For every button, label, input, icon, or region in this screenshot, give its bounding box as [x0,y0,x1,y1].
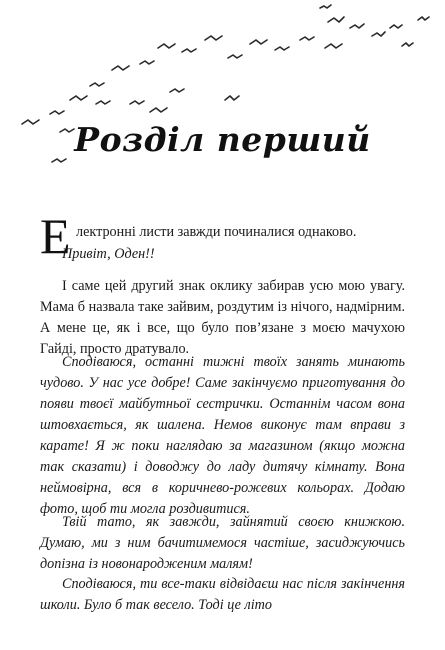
greeting-block [40,244,405,265]
chapter-title: Розділ перший [74,120,371,159]
email-block-2 [40,512,405,575]
drop-cap: Е [40,208,71,264]
email-block-3 [40,574,405,616]
narration-block [40,276,405,360]
email-paragraph-1: Сподіваюся, останні тижні твоїх занять минають чудово. У нас усе добре! Саме закінчуємо приготування до появи твоєї майбутньої сестрички. Останнім часом вона штовхається, як шалена. Немов виконує там вправи з карате! Я ж поки наглядаю за магазином (якщо можна так сказати) і доводжу до ладу дитячу кімнату. Вона неймовірна, вся в коричнево-рожевих кольорах. Додаю фото, щоб ти могла роздивитися. [40,354,405,517]
email-block [40,352,405,520]
email-paragraph-3: Сподіваюся, ти все-таки відвідаєш нас після закінчення школи. Було б так весело. Тоді це літо [40,576,405,613]
email-paragraph-2: Твій тато, як завжди, зайнятий своєю книжкою. Думаю, ми з ним бачитимемося частіше, засиджуючись допізна із новонародженим малям! [40,514,405,572]
opening-line: лектронні листи завжди починалися однаково. [76,224,357,240]
greeting-line: Привіт, Оден!! [62,246,155,262]
narration-paragraph: І саме цей другий знак оклику забирав усю мою увагу. Мама б назвала таке зайвим, роздутим із нічого, надмірним. А мене це, як і все, що було пов’язане з моєю мачухою Гайді, просто дратувало. [40,278,405,357]
